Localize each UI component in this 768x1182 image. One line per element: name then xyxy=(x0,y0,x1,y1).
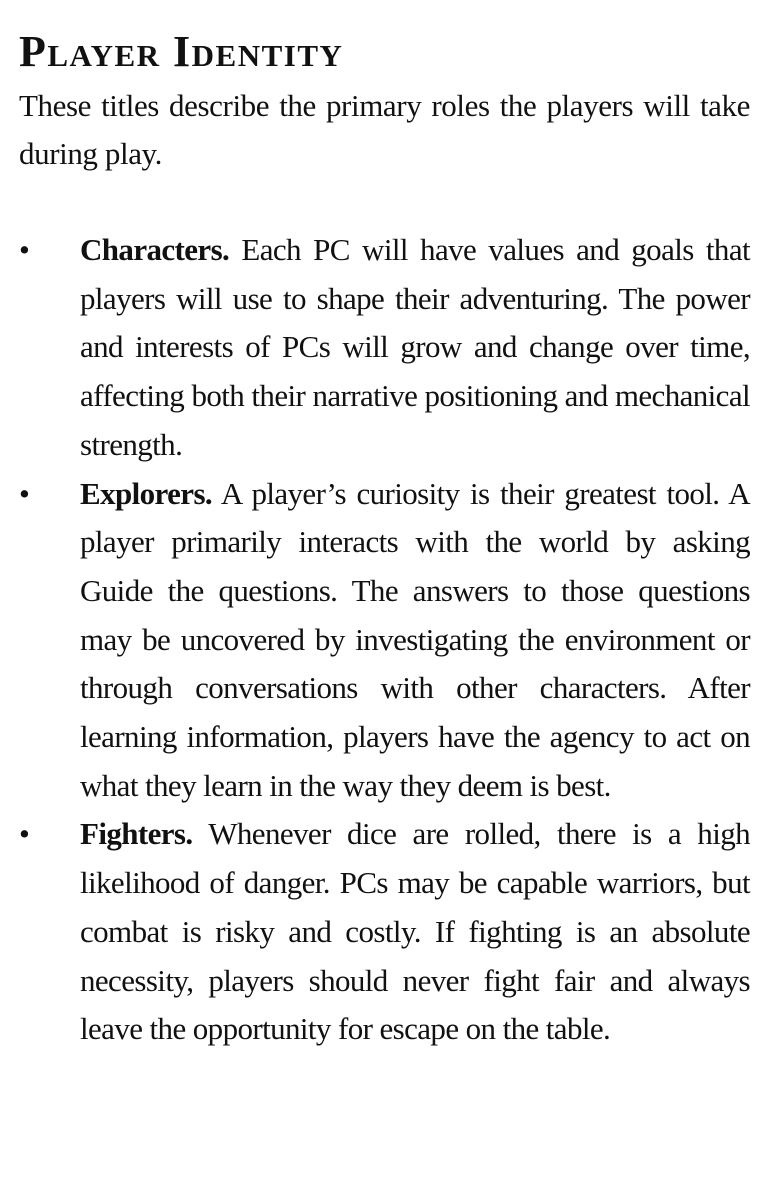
role-description: Each PC will have values and goals that players will use to shape their adventuring. The power and interests of PCs will grow and change over time, affecting both their narrative positioning and mechanical strength. xyxy=(80,232,750,462)
roles-list xyxy=(19,226,750,1054)
role-name: Fighters. xyxy=(80,816,193,852)
bullet-icon: • xyxy=(19,232,30,267)
list-item-characters xyxy=(19,226,750,470)
bullet-icon: • xyxy=(19,816,30,852)
section-title: Player Identity xyxy=(19,27,344,76)
list-item-explorers xyxy=(19,470,750,811)
document-page xyxy=(19,22,750,1054)
role-description: A player’s curiosity is their greatest tool. A player primarily interacts with the world by asking Guide the questions. The answers to those questions may be uncovered by investigating the environment or through conversations with other characters. After learning information, players have the agency to act on what they learn in the way they deem is best. xyxy=(80,475,750,803)
role-name: Characters. xyxy=(80,232,230,267)
role-name: Explorers. xyxy=(80,475,213,511)
bullet-icon: • xyxy=(19,475,30,511)
section-intro: These titles describe the primary roles the players will take during play. xyxy=(19,88,750,171)
list-item-fighters xyxy=(19,810,750,1054)
role-description: Whenever dice are rolled, there is a high likelihood of danger. PCs may be capable warriors, but combat is risky and costly. If fighting is an absolute necessity, players should never fight fair and always leave the opportunity for escape on the table. xyxy=(80,816,751,1047)
